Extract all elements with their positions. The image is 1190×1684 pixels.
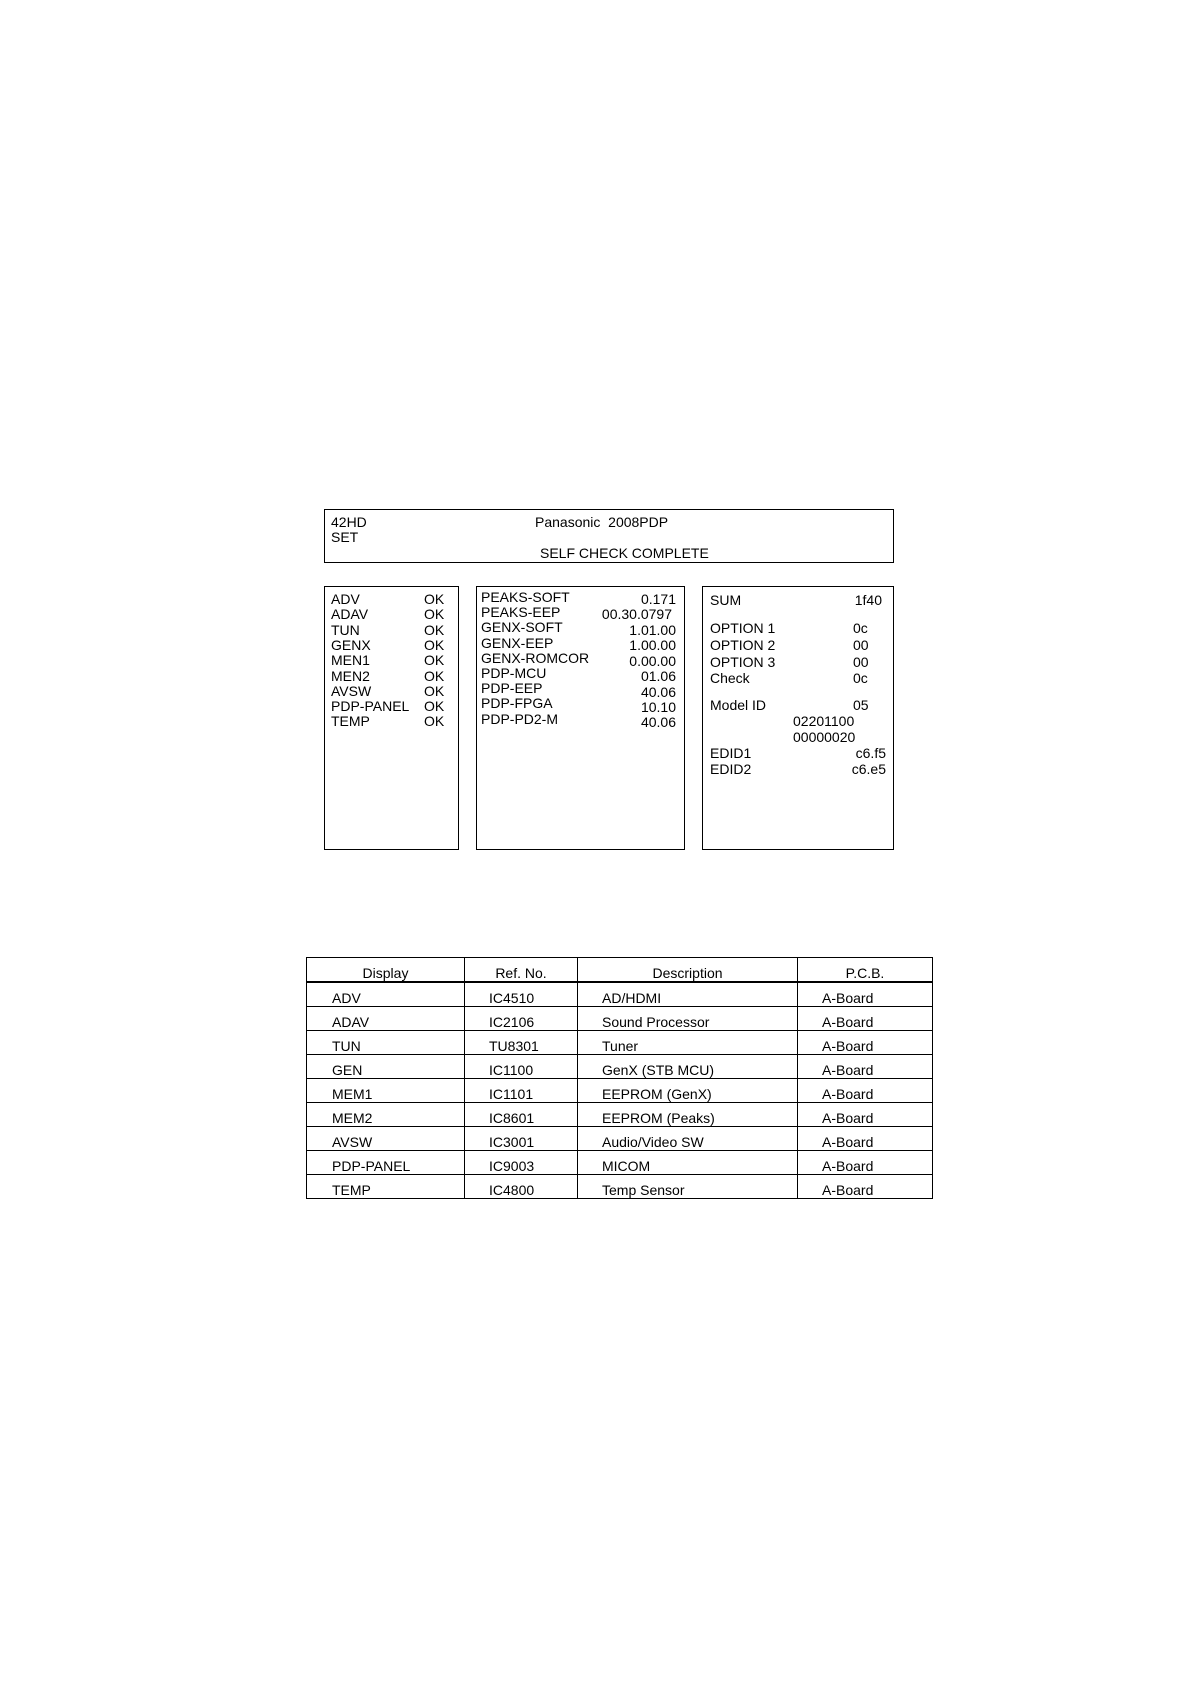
cell-description: Audio/Video SW: [578, 1127, 798, 1151]
version-item-name: PEAKS-SOFT: [481, 589, 570, 605]
option2-label: OPTION 2: [710, 637, 776, 653]
cell-display: MEM2: [307, 1103, 465, 1127]
option3-label: OPTION 3: [710, 654, 776, 670]
version-item-name: GENX-SOFT: [481, 619, 563, 636]
version-item-name: PDP-MCU: [481, 665, 547, 681]
status-item-result: OK: [424, 606, 445, 623]
version-item-name: PEAKS-EEP: [481, 604, 561, 621]
sum-value: 1f40: [854, 592, 882, 608]
status-item-name: ADAV: [331, 606, 369, 623]
header-description: Description: [578, 958, 798, 983]
self-check-status: SELF CHECK COMPLETE: [540, 545, 709, 561]
cell-ref-no: IC1100: [465, 1055, 578, 1079]
cell-pcb: A-Board: [798, 1007, 933, 1031]
header-display: Display: [307, 958, 465, 983]
cell-display: MEM1: [307, 1079, 465, 1103]
version-item-name: PDP-FPGA: [481, 695, 553, 712]
version-item-name: PDP-EEP: [481, 680, 543, 697]
table-row: [307, 1103, 933, 1127]
cell-ref-no: IC9003: [465, 1151, 578, 1175]
cell-pcb: A-Board: [798, 1151, 933, 1175]
cell-description: MICOM: [578, 1151, 798, 1175]
cell-ref-no: IC2106: [465, 1007, 578, 1031]
status-item-name: PDP-PANEL: [331, 698, 410, 715]
cell-display: TUN: [307, 1031, 465, 1055]
cell-description: GenX (STB MCU): [578, 1055, 798, 1079]
version-item-value: 00.30.0797: [601, 606, 672, 622]
cell-display: TEMP: [307, 1175, 465, 1199]
option1-value: 0c: [853, 620, 868, 636]
status-item-result: OK: [424, 713, 445, 730]
version-item-value: 0.171: [640, 591, 676, 607]
cell-display: ADAV: [307, 1007, 465, 1031]
status-item-name: TUN: [331, 621, 360, 638]
option3-value: 00: [853, 654, 869, 670]
cell-pcb: A-Board: [798, 1175, 933, 1199]
model-label: 42HD: [331, 514, 367, 530]
cell-display: PDP-PANEL: [307, 1151, 465, 1175]
version-item-value: 0.00.00: [629, 653, 676, 669]
cell-description: EEPROM (Peaks): [578, 1103, 798, 1127]
cell-description: Temp Sensor: [578, 1175, 798, 1199]
reference-table: [306, 957, 933, 1199]
edid2-value: c6.e5: [851, 761, 886, 777]
status-item-name: MEN2: [331, 667, 370, 684]
version-item-value: 40.06: [640, 684, 676, 700]
header-ref-no: Ref. No.: [465, 958, 578, 983]
cell-display: ADV: [307, 982, 465, 1007]
cell-pcb: A-Board: [798, 1103, 933, 1127]
cell-ref-no: IC4800: [465, 1175, 578, 1199]
cell-pcb: A-Board: [798, 1079, 933, 1103]
cell-ref-no: TU8301: [465, 1031, 578, 1055]
brand-title: Panasonic 2008PDP: [535, 514, 669, 530]
cell-pcb: A-Board: [798, 1031, 933, 1055]
cell-display: GEN: [307, 1055, 465, 1079]
status-item-name: GENX: [331, 636, 371, 653]
edid1-label: EDID1: [710, 745, 752, 761]
table-row: [307, 1007, 933, 1031]
check-value: 0c: [853, 670, 868, 686]
cell-ref-no: IC1101: [465, 1079, 578, 1103]
version-item-name: GENX-EEP: [481, 634, 554, 651]
cell-description: Sound Processor: [578, 1007, 798, 1031]
status-item-result: OK: [424, 621, 445, 638]
status-item-name: TEMP: [331, 713, 370, 730]
status-item-name: ADV: [331, 591, 360, 607]
status-item-name: AVSW: [331, 682, 372, 699]
set-label: SET: [331, 529, 359, 545]
model-id-line2: 02201100: [793, 713, 855, 729]
status-item-result: OK: [424, 698, 445, 715]
cell-ref-no: IC4510: [465, 982, 578, 1007]
cell-pcb: A-Board: [798, 1055, 933, 1079]
table-row: [307, 1055, 933, 1079]
status-item-name: MEN1: [331, 652, 370, 669]
cell-pcb: A-Board: [798, 1127, 933, 1151]
version-item-value: 10.10: [640, 699, 676, 715]
cell-description: AD/HDMI: [578, 982, 798, 1007]
version-item-value: 01.06: [640, 668, 676, 684]
edid1-value: c6.f5: [855, 745, 886, 761]
version-item-value: 1.01.00: [629, 622, 676, 638]
model-id-value: 05: [853, 697, 869, 713]
model-id-line3: 00000020: [793, 729, 856, 745]
status-item-result: OK: [424, 667, 445, 684]
cell-ref-no: IC8601: [465, 1103, 578, 1127]
status-item-result: OK: [424, 652, 445, 669]
version-item-value: 1.00.00: [629, 637, 676, 653]
table-row: [307, 1151, 933, 1175]
cell-description: Tuner: [578, 1031, 798, 1055]
option1-label: OPTION 1: [710, 620, 776, 636]
status-item-result: OK: [424, 636, 445, 653]
table-row: [307, 1175, 933, 1199]
check-label: Check: [710, 670, 750, 686]
cell-pcb: A-Board: [798, 982, 933, 1007]
status-item-result: OK: [424, 682, 445, 699]
model-id-label: Model ID: [710, 697, 767, 713]
self-check-header: [324, 509, 894, 563]
sum-label: SUM: [710, 592, 742, 608]
cell-display: AVSW: [307, 1127, 465, 1151]
status-item-result: OK: [424, 591, 445, 607]
option-panel: [702, 586, 894, 850]
header-pcb: P.C.B.: [798, 958, 933, 983]
version-item-value: 40.06: [640, 714, 676, 730]
edid2-label: EDID2: [710, 761, 752, 777]
table-row: [307, 1079, 933, 1103]
version-item-name: GENX-ROMCOR: [481, 649, 590, 666]
cell-description: EEPROM (GenX): [578, 1079, 798, 1103]
version-panel: [476, 586, 685, 850]
cell-ref-no: IC3001: [465, 1127, 578, 1151]
table-row: [307, 1127, 933, 1151]
option2-value: 00: [853, 637, 869, 653]
table-header-row: [307, 958, 933, 983]
table-row: [307, 1031, 933, 1055]
version-item-name: PDP-PD2-M: [481, 710, 559, 727]
table-row: [307, 982, 933, 1007]
status-panel: [324, 586, 459, 850]
